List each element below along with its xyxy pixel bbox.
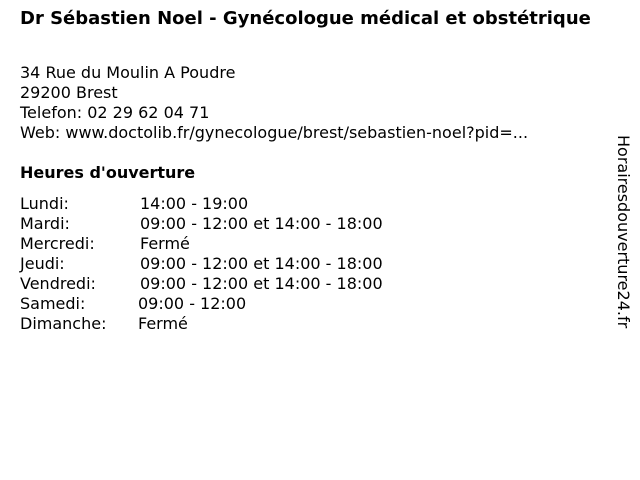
day-label: Vendredi:: [20, 274, 96, 293]
time-value: 09:00 - 12:00: [138, 294, 247, 313]
time-value: 09:00 - 12:00 et 14:00 - 18:00: [140, 274, 383, 293]
day-label: Samedi:: [20, 294, 86, 313]
city: 29200 Brest: [20, 83, 118, 102]
time-value: Fermé: [138, 314, 188, 333]
hours-heading: Heures d'ouverture: [20, 163, 196, 182]
time-value: 14:00 - 19:00: [140, 194, 249, 213]
day-label: Mercredi:: [20, 234, 95, 253]
page-title: Dr Sébastien Noel - Gynécologue médical et obstétrique: [20, 8, 591, 29]
address-block: [20, 63, 528, 143]
day-label: Jeudi:: [20, 254, 65, 273]
time-value: 09:00 - 12:00 et 14:00 - 18:00: [140, 214, 383, 233]
day-label: Lundi:: [20, 194, 69, 213]
time-value: 09:00 - 12:00 et 14:00 - 18:00: [140, 254, 383, 273]
street-address: 34 Rue du Moulin A Poudre: [20, 63, 236, 82]
day-label: Dimanche:: [20, 314, 107, 333]
site-watermark: Horairesdouverture24.fr: [614, 135, 633, 329]
time-value: Fermé: [140, 234, 190, 253]
website-link[interactable]: Web: www.doctolib.fr/gynecologue/brest/sebastien-noel?pid=...: [20, 123, 529, 142]
day-label: Mardi:: [20, 214, 70, 233]
phone-number[interactable]: Telefon: 02 29 62 04 71: [20, 103, 210, 122]
